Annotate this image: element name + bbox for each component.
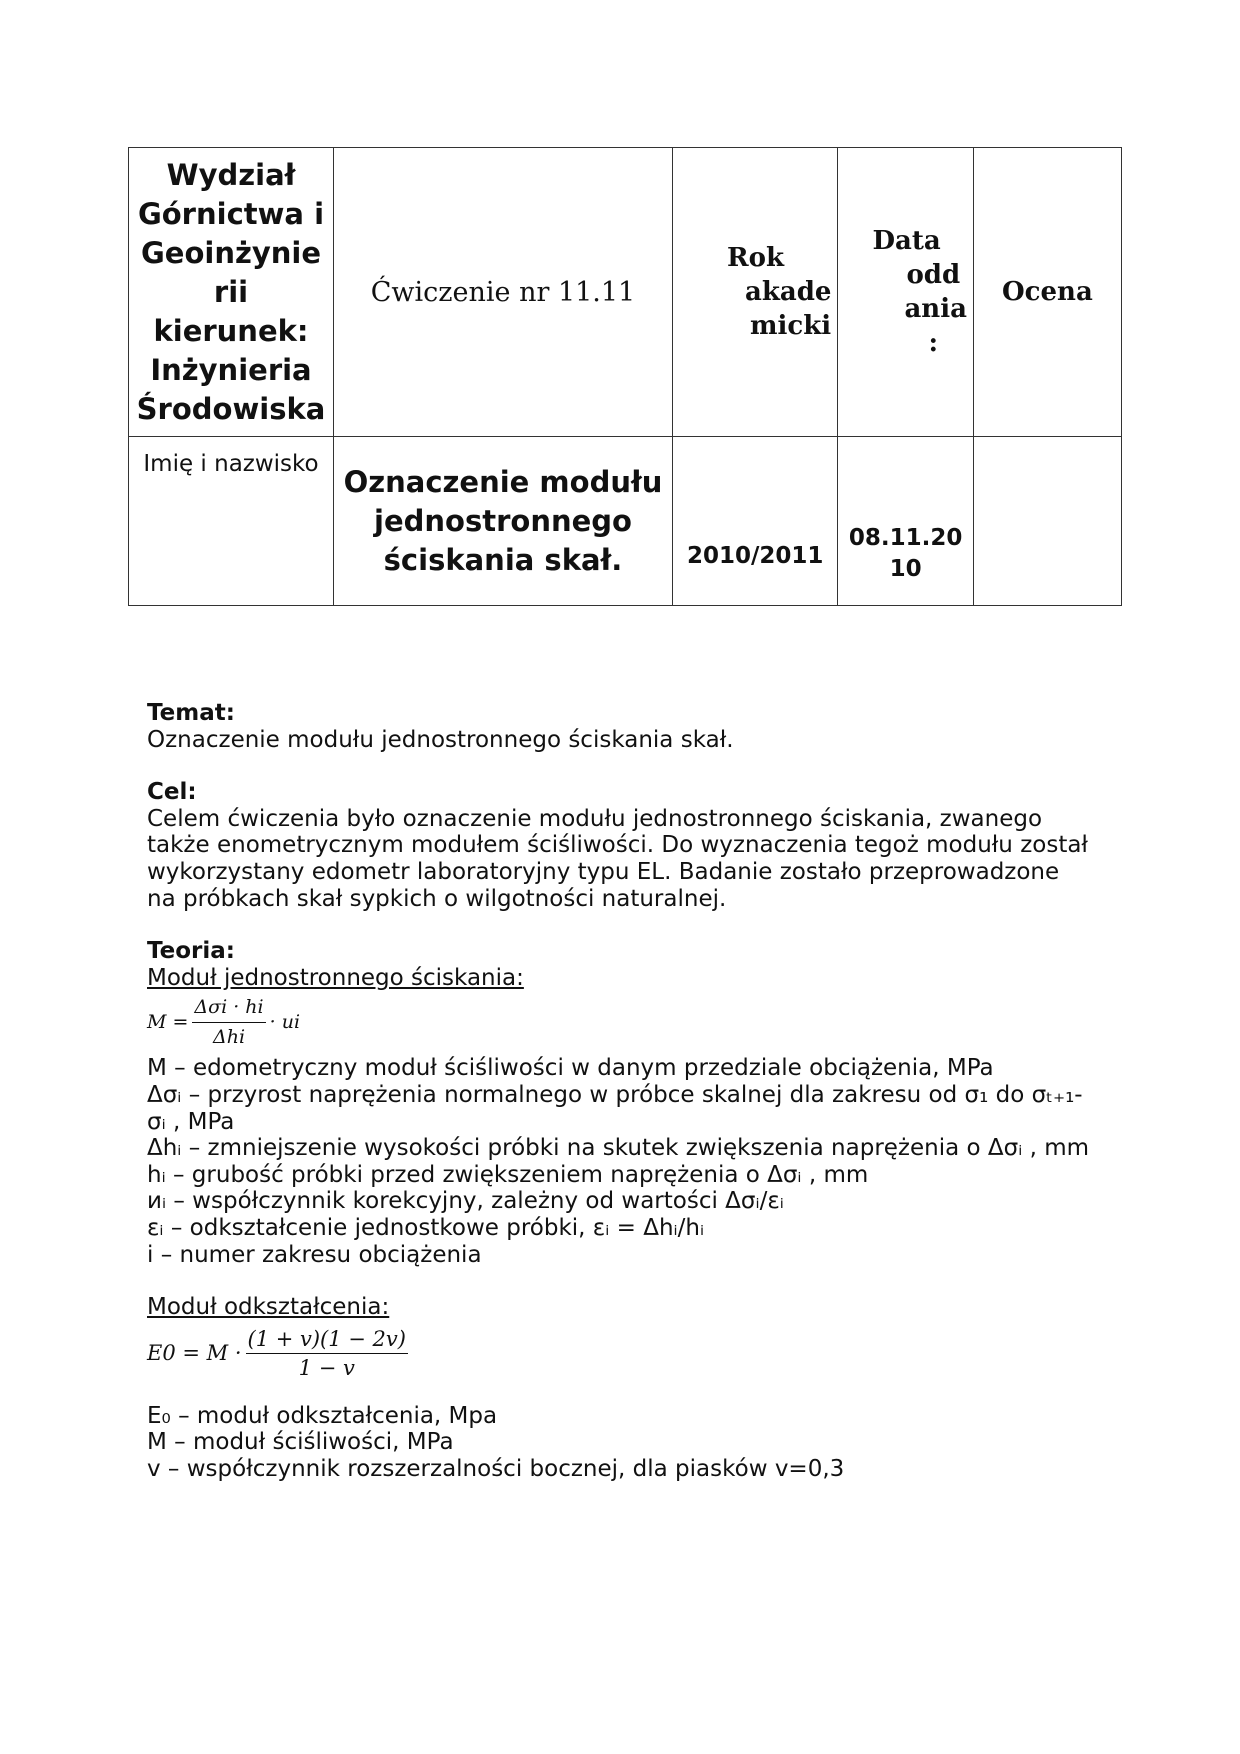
faculty-line: Górnictwa i <box>137 196 325 231</box>
faculty-line: rii <box>213 274 249 309</box>
year-label-line: Rok <box>727 243 784 273</box>
date-label-line: odd <box>906 260 961 290</box>
formula2-numerator: (1 + v)(1 − 2v) <box>246 1326 408 1355</box>
formula-compression-modulus <box>147 993 1097 1051</box>
cel-line: Celem ćwiczenia było oznaczenie modułu jednostronnego ściskania, zwanego <box>147 805 1043 832</box>
cel-heading: Cel: <box>147 779 197 806</box>
cel-line: na próbkach skał sypkich o wilgotności naturalnej. <box>147 885 727 912</box>
formula2-lhs: E0 = M · <box>147 1341 242 1366</box>
academic-year-label <box>673 148 838 437</box>
title-line: ściskania skał. <box>383 542 623 577</box>
year-label-line: akade <box>745 277 832 307</box>
date-label-line: : <box>928 328 939 358</box>
formula1-lhs: M = <box>147 1011 189 1034</box>
definition-line: E₀ – moduł odkształcenia, Mpa <box>147 1402 498 1429</box>
header-row-2 <box>129 437 1122 606</box>
faculty-line: Środowiska <box>136 391 326 426</box>
date-label-line: ania <box>904 294 967 324</box>
cel-line: wykorzystany edometr laboratoryjny typu EL. Badanie zostało przeprowadzone <box>147 858 1060 885</box>
definition-line: Δhᵢ – zmniejszenie wysokości próbki na skutek zwiększenia naprężenia o Δσᵢ , mm <box>147 1135 1090 1162</box>
title-line: jednostronnego <box>374 503 632 538</box>
year-label-line: micki <box>750 311 832 341</box>
header-row-1 <box>129 148 1122 437</box>
faculty-cell <box>129 148 334 437</box>
date-value-line: 10 <box>889 556 922 582</box>
grade-value <box>973 437 1121 606</box>
teoria-heading: Teoria: <box>147 938 235 965</box>
cel-line: także enometrycznym modułem ściśliwości. Do wyznaczenia tegoż modułu został <box>147 832 1088 859</box>
definition-line: Δσᵢ – przyrost naprężenia normalnego w próbce skalnej dla zakresu od σ₁ do σₜ₊₁- <box>147 1081 1083 1108</box>
faculty-line: Geoinżynie <box>140 235 322 270</box>
modul-odksztalcenia-title: Moduł odkształcenia: <box>147 1294 390 1321</box>
submission-date-label <box>838 148 973 437</box>
formula1-numerator: Δσi · hi <box>192 994 265 1023</box>
submission-date-value <box>838 437 973 606</box>
definition-line: hᵢ – grubość próbki przed zwiększeniem naprężenia o Δσᵢ , mm <box>147 1161 869 1188</box>
formula2-denominator: 1 − v <box>298 1356 355 1381</box>
name-label: Imię i nazwisko <box>129 437 334 606</box>
definition-line: M – edometryczny moduł ściśliwości w danym przedziale obciążenia, MPa <box>147 1055 994 1082</box>
definition-line: εᵢ – odkształcenie jednostkowe próbki, εᵢ = Δhᵢ/hᵢ <box>147 1214 705 1241</box>
grade-label: Ocena <box>973 148 1121 437</box>
formula1-rhs: · иi <box>269 1011 301 1034</box>
date-label-line: Data <box>872 226 941 256</box>
temat-heading: Temat: <box>147 700 235 726</box>
definition-line: M – moduł ściśliwości, MPa <box>147 1429 454 1456</box>
definition-line: иᵢ – współczynnik korekcyjny, zależny od wartości Δσᵢ/εᵢ <box>147 1188 784 1215</box>
title-line: Oznaczenie modułu <box>343 464 663 499</box>
faculty-line: Wydział <box>166 157 296 192</box>
definition-line: v – współczynnik rozszerzalności bocznej, dla piasków v=0,3 <box>147 1455 845 1482</box>
formula-deformation-modulus <box>147 1323 1097 1385</box>
temat-text: Oznaczenie modułu jednostronnego ściskania skał. <box>147 726 734 753</box>
definition-line: σᵢ , MPa <box>147 1108 235 1135</box>
exercise-title <box>334 437 673 606</box>
document-body <box>147 700 1097 1482</box>
header-table <box>128 147 1122 606</box>
faculty-line: Inżynieria <box>150 352 312 387</box>
formula2-fraction <box>246 1326 408 1382</box>
formula1-fraction <box>192 994 265 1050</box>
faculty-line: kierunek: <box>153 313 309 348</box>
modul-jednostronnego-title: Moduł jednostronnego ściskania: <box>147 964 524 991</box>
formula1-denominator: Δhi <box>213 1025 246 1048</box>
exercise-number: Ćwiczenie nr 11.11 <box>334 148 673 437</box>
definition-line: i – numer zakresu obciążenia <box>147 1241 482 1268</box>
academic-year-value: 2010/2011 <box>673 437 838 606</box>
date-value-line: 08.11.20 <box>848 525 963 551</box>
